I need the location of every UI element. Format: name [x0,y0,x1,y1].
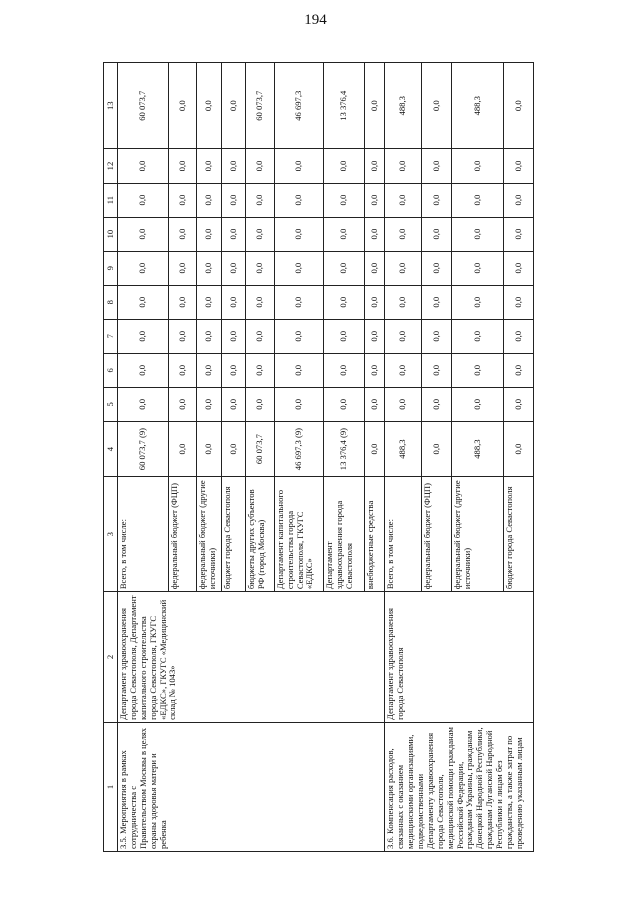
value-cell: 0,0 [118,285,169,319]
value-cell: 0,0 [246,319,275,353]
value-cell: 0,0 [324,149,365,183]
value-cell: 0,0 [324,319,365,353]
value-cell: 0,0 [385,319,422,353]
column-header-13: 13 [104,63,118,150]
total-value-cell: 46 697,3 [274,63,323,150]
column-header-1: 1 [104,722,118,851]
total-value-cell: 0,0 [365,63,385,150]
value-cell: 0,0 [504,387,534,421]
value-cell: 0,0 [274,217,323,251]
value-cell: 0,0 [169,183,197,217]
value-cell: 0,0 [222,353,246,387]
value-cell: 0,0 [452,149,504,183]
funding-source-cell: бюджет города Севастополя [504,477,534,592]
value-cell: 0,0 [452,285,504,319]
value-cell: 0,0 [197,421,222,476]
value-cell: 0,0 [324,251,365,285]
value-cell: 0,0 [274,149,323,183]
total-value-cell: 488,3 [452,63,504,150]
value-cell: 0,0 [222,183,246,217]
total-value-cell: 0,0 [222,63,246,150]
value-cell: 0,0 [169,217,197,251]
value-cell: 488,3 [385,421,422,476]
value-cell: 0,0 [385,251,422,285]
value-cell: 0,0 [324,387,365,421]
value-cell: 0,0 [197,319,222,353]
value-cell: 0,0 [246,387,275,421]
value-cell: 0,0 [504,319,534,353]
value-cell: 0,0 [246,285,275,319]
value-cell: 0,0 [118,353,169,387]
value-cell: 0,0 [197,183,222,217]
funding-source-cell: Всего, в том числе: [118,477,169,592]
value-cell: 0,0 [365,387,385,421]
value-cell: 0,0 [452,183,504,217]
value-cell: 0,0 [169,251,197,285]
value-cell: 0,0 [222,251,246,285]
column-header-6: 6 [104,353,118,387]
value-cell: 0,0 [452,319,504,353]
value-cell: 60 073,7 (9) [118,421,169,476]
value-cell: 0,0 [222,217,246,251]
value-cell: 0,0 [365,149,385,183]
funding-source-cell: Департамент капитального строительства города Севастополя, ГКУГС «ЕДКС» [274,477,323,592]
budget-table [103,62,534,852]
value-cell: 0,0 [246,251,275,285]
page-number: 194 [304,12,327,28]
value-cell: 0,0 [385,387,422,421]
value-cell: 0,0 [169,149,197,183]
value-cell: 0,0 [504,353,534,387]
funding-source-cell: бюджеты других субъектов РФ (город Москва) [246,477,275,592]
rotated-table-container [103,62,534,852]
value-cell: 0,0 [274,285,323,319]
value-cell: 0,0 [385,285,422,319]
value-cell: 0,0 [246,183,275,217]
value-cell: 0,0 [169,387,197,421]
column-header-3: 3 [104,477,118,592]
column-header-7: 7 [104,319,118,353]
value-cell: 0,0 [274,251,323,285]
value-cell: 0,0 [385,353,422,387]
value-cell: 0,0 [504,183,534,217]
funding-source-cell: бюджет города Севастополя [222,477,246,592]
value-cell: 0,0 [422,251,452,285]
total-value-cell: 13 376,4 [324,63,365,150]
measure-cell: 3.6. Компенсация расходов, связанных с оказанием медицинскими организациями, подведомственными Департаменту здравоохранения города Севастополя, медицинской помощи гражданам Российской Федерации, гражданам Украины, гражданам Донецкой Народной Республики, гражданам Луганской Народной Республики и лицам без гражданства, а также затрат по проведению указанным лицам [385,722,534,851]
total-value-cell: 0,0 [169,63,197,150]
column-header-9: 9 [104,251,118,285]
funding-source-cell: федеральный бюджет (ФЦП) [422,477,452,592]
column-header-10: 10 [104,217,118,251]
value-cell: 0,0 [222,285,246,319]
value-cell: 0,0 [452,251,504,285]
column-header-2: 2 [104,592,118,723]
value-cell: 0,0 [452,217,504,251]
value-cell: 0,0 [197,387,222,421]
value-cell: 0,0 [422,149,452,183]
total-value-cell: 60 073,7 [118,63,169,150]
value-cell: 0,0 [197,353,222,387]
value-cell: 0,0 [385,149,422,183]
value-cell: 0,0 [365,421,385,476]
executor-cell: Департамент здравоохранения города Севастополя [385,592,534,723]
value-cell: 0,0 [365,183,385,217]
value-cell: 0,0 [422,387,452,421]
value-cell: 13 376,4 (9) [324,421,365,476]
value-cell: 0,0 [324,183,365,217]
value-cell: 0,0 [246,217,275,251]
value-cell: 0,0 [422,285,452,319]
value-cell: 0,0 [197,251,222,285]
funding-source-cell: федеральный бюджет (другие источники) [452,477,504,592]
value-cell: 0,0 [422,319,452,353]
total-value-cell: 0,0 [504,63,534,150]
value-cell: 0,0 [169,319,197,353]
value-cell: 0,0 [504,421,534,476]
funding-source-cell: федеральный бюджет (ФЦП) [169,477,197,592]
value-cell: 0,0 [422,183,452,217]
value-cell: 0,0 [365,285,385,319]
value-cell: 0,0 [422,421,452,476]
value-cell: 0,0 [169,353,197,387]
value-cell: 488,3 [452,421,504,476]
column-header-8: 8 [104,285,118,319]
total-value-cell: 0,0 [422,63,452,150]
table-header [104,63,118,852]
value-cell: 0,0 [365,319,385,353]
value-cell: 0,0 [452,353,504,387]
value-cell: 0,0 [274,353,323,387]
total-value-cell: 60 073,7 [246,63,275,150]
value-cell: 0,0 [274,319,323,353]
value-cell: 0,0 [222,421,246,476]
value-cell: 0,0 [504,251,534,285]
value-cell: 0,0 [274,183,323,217]
executor-cell: Департамент здравоохранения города Севастополя, Департамент капитального строительства города Севастополя, ГКУГС «ЕДКС», ГКУГС «Медицинский склад № 1043» [118,592,385,723]
value-cell: 0,0 [324,217,365,251]
column-header-4: 4 [104,421,118,476]
value-cell: 0,0 [504,149,534,183]
value-cell: 0,0 [365,251,385,285]
total-value-cell: 488,3 [385,63,422,150]
value-cell: 0,0 [118,251,169,285]
column-header-5: 5 [104,387,118,421]
value-cell: 0,0 [169,285,197,319]
value-cell: 0,0 [504,217,534,251]
funding-source-cell: федеральный бюджет (другие источники) [197,477,222,592]
funding-source-cell: Департамент здравоохранения города Севастополя [324,477,365,592]
value-cell: 0,0 [118,149,169,183]
value-cell: 0,0 [118,217,169,251]
value-cell: 0,0 [324,285,365,319]
value-cell: 0,0 [385,217,422,251]
table-body [118,63,534,852]
table-row [118,63,169,852]
value-cell: 0,0 [118,387,169,421]
value-cell: 46 697,3 (9) [274,421,323,476]
value-cell: 0,0 [197,149,222,183]
table-row [385,63,422,852]
value-cell: 0,0 [422,353,452,387]
value-cell: 0,0 [197,285,222,319]
column-header-11: 11 [104,183,118,217]
column-header-12: 12 [104,149,118,183]
value-cell: 0,0 [365,217,385,251]
funding-source-cell: Всего, в том числе: [385,477,422,592]
value-cell: 0,0 [222,387,246,421]
value-cell: 0,0 [385,183,422,217]
value-cell: 0,0 [222,149,246,183]
header-row [104,63,118,852]
value-cell: 0,0 [452,387,504,421]
measure-cell: 3.5. Мероприятия в рамках сотрудничества с Правительством Москвы в целях охраны здоровья матери и ребенка [118,722,385,851]
total-value-cell: 0,0 [197,63,222,150]
funding-source-cell: внебюджетные средства [365,477,385,592]
value-cell: 60 073,7 [246,421,275,476]
value-cell: 0,0 [118,319,169,353]
value-cell: 0,0 [169,421,197,476]
value-cell: 0,0 [504,285,534,319]
value-cell: 0,0 [324,353,365,387]
value-cell: 0,0 [274,387,323,421]
value-cell: 0,0 [222,319,246,353]
value-cell: 0,0 [365,353,385,387]
value-cell: 0,0 [246,149,275,183]
value-cell: 0,0 [422,217,452,251]
value-cell: 0,0 [197,217,222,251]
value-cell: 0,0 [118,183,169,217]
value-cell: 0,0 [246,353,275,387]
